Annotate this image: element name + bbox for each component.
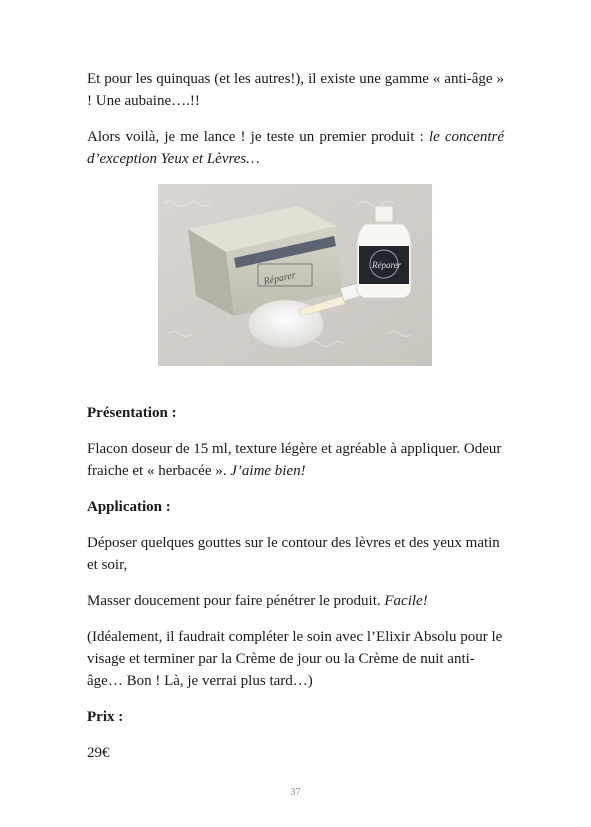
- presentation-paragraph: [87, 438, 504, 482]
- product-intro-text: Alors voilà, je me lance ! je teste un premier produit :: [87, 129, 429, 145]
- intro-paragraph: Et pour les quinquas (et les autres!), il existe une gamme « anti-âge » ! Une aubaine….!!: [87, 71, 504, 109]
- bottle-label-text: Réparer: [372, 260, 402, 270]
- box-label-text: Réparer: [262, 269, 297, 288]
- application-step-2: [87, 590, 504, 612]
- application-step-2-italic: Facile!: [384, 593, 428, 609]
- application-step-1: Déposer quelques gouttes sur le contour des lèvres et des yeux matin et soir,: [87, 535, 500, 573]
- presentation-heading: Présentation :: [87, 405, 177, 421]
- product-photo: [158, 184, 432, 366]
- application-heading: Application :: [87, 499, 171, 515]
- page-number: 37: [290, 787, 301, 798]
- prix-heading: Prix :: [87, 709, 124, 725]
- application-note: (Idéalement, il faudrait compléter le soin avec l’Elixir Absolu pour le visage et terminer par la Crème de jour ou la Crème de nuit anti-âge… Bon ! Là, je verrai plus tard…): [87, 629, 503, 689]
- product-photo-illustration: [158, 184, 432, 366]
- product-intro-paragraph: [87, 126, 504, 170]
- application-step-2-text: Masser doucement pour faire pénétrer le produit.: [87, 593, 385, 609]
- prix-value: 29€: [87, 745, 110, 761]
- presentation-text: Flacon doseur de 15 ml, texture légère et agréable à appliquer. Odeur fraiche et « herbacée ».: [87, 441, 502, 479]
- presentation-italic: J’aime bien!: [230, 463, 306, 479]
- product-name-italic: le concentré d’exception Yeux et Lèvres…: [87, 129, 504, 167]
